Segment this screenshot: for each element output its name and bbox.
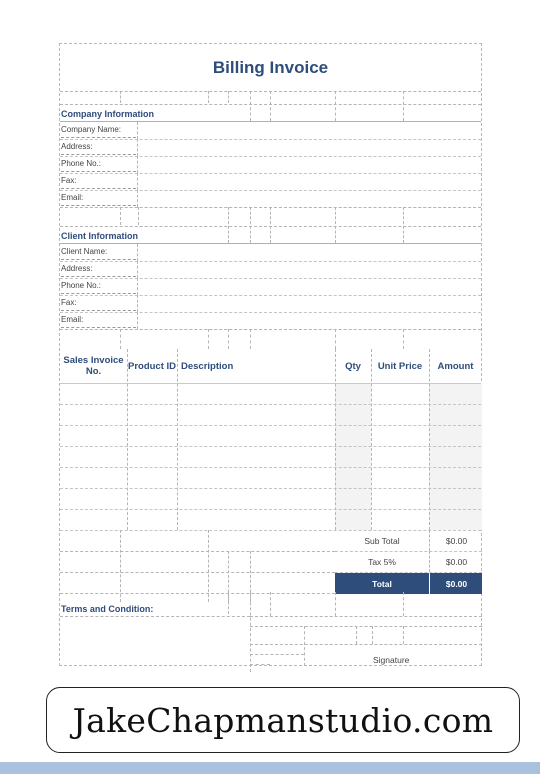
grid-line — [403, 91, 404, 121]
grid-line — [270, 91, 271, 121]
col-product-id: Product ID — [127, 360, 177, 372]
grid-line — [208, 530, 209, 602]
grid-line — [335, 207, 336, 243]
col-amount: Amount — [437, 360, 474, 372]
company-fax-label: Fax: — [61, 176, 136, 189]
total-label: Total — [372, 578, 392, 589]
subtotal-label: Sub Total — [364, 535, 400, 546]
table-row[interactable] — [60, 425, 481, 447]
table-row[interactable] — [60, 446, 481, 468]
company-address-label: Address: — [61, 142, 136, 155]
client-phone-label: Phone No.: — [61, 281, 136, 294]
company-phone-row[interactable] — [60, 156, 481, 174]
company-address-row[interactable] — [60, 139, 481, 157]
grid-line — [120, 530, 121, 602]
grid-line — [335, 91, 336, 121]
company-name-label: Company Name: — [61, 125, 136, 138]
col-unit-price: Unit Price — [377, 360, 423, 372]
tax-row — [335, 551, 482, 573]
field-divider — [137, 295, 138, 312]
client-fax-label: Fax: — [61, 298, 136, 311]
bottom-accent-bar — [0, 762, 540, 774]
invoice-title: Billing Invoice — [212, 58, 329, 77]
col-qty: Qty — [345, 360, 361, 372]
table-row[interactable] — [60, 467, 481, 489]
grid-line — [138, 207, 139, 225]
grid-line — [250, 616, 482, 627]
company-fax-row[interactable] — [60, 173, 481, 191]
spacer-row — [60, 329, 481, 350]
subtotal-value: $0.00 — [429, 530, 483, 551]
col-sales-invoice-no: Sales Invoice No. — [63, 355, 124, 377]
company-email-row[interactable] — [60, 190, 481, 208]
client-email-row[interactable] — [60, 312, 481, 330]
grid-line — [228, 592, 229, 614]
total-row — [335, 573, 482, 594]
grid-line — [60, 572, 335, 594]
table-row[interactable] — [60, 488, 481, 510]
grid-line — [120, 91, 121, 103]
grid-line — [403, 207, 404, 243]
field-divider — [137, 122, 138, 139]
grid-line — [208, 329, 209, 349]
field-divider — [137, 278, 138, 295]
field-divider — [137, 156, 138, 173]
client-address-row[interactable] — [60, 261, 481, 279]
invoice-sheet — [59, 43, 482, 666]
field-divider — [137, 173, 138, 190]
field-divider — [137, 312, 138, 329]
grid-line — [60, 551, 335, 573]
grid-line — [270, 207, 271, 243]
grid-line — [250, 628, 482, 645]
grid-line — [228, 329, 229, 349]
client-email-label: Email: — [61, 315, 136, 328]
grid-line — [250, 329, 251, 349]
company-info-heading: Company Information — [61, 109, 155, 119]
grid-line — [403, 329, 404, 349]
table-row[interactable] — [60, 383, 481, 405]
company-email-label: Email: — [61, 193, 136, 206]
grid-line — [250, 602, 482, 617]
field-divider — [137, 139, 138, 156]
company-phone-label: Phone No.: — [61, 159, 136, 172]
tax-value: $0.00 — [429, 551, 483, 572]
signature-label: Signature — [373, 655, 410, 665]
grid-line — [250, 654, 270, 665]
client-name-row[interactable] — [60, 244, 481, 262]
grid-line — [60, 530, 335, 552]
client-address-label: Address: — [61, 264, 136, 277]
table-row[interactable] — [60, 509, 481, 531]
client-info-heading: Client Information — [61, 231, 138, 241]
grid-line — [228, 207, 229, 243]
grid-line — [208, 91, 209, 103]
subtotal-row — [335, 530, 482, 552]
items-table-header — [60, 349, 481, 384]
watermark-logo: JakeChapmanstudio.com — [46, 687, 520, 753]
total-value: $0.00 — [429, 573, 483, 594]
grid-line — [335, 329, 336, 349]
grid-line — [250, 91, 251, 121]
client-fax-row[interactable] — [60, 295, 481, 313]
grid-line — [228, 91, 229, 103]
table-row[interactable] — [60, 404, 481, 426]
company-name-row[interactable] — [60, 122, 481, 140]
field-divider — [137, 261, 138, 278]
grid-line — [120, 329, 121, 349]
col-description: Description — [181, 360, 234, 372]
tax-label: Tax 5% — [368, 556, 396, 567]
grid-line — [120, 207, 121, 225]
grid-line — [60, 602, 250, 617]
client-phone-row[interactable] — [60, 278, 481, 296]
field-divider — [137, 244, 138, 261]
terms-heading: Terms and Condition: — [61, 604, 154, 614]
grid-line — [250, 207, 251, 243]
client-name-label: Client Name: — [61, 247, 136, 260]
field-divider — [137, 190, 138, 207]
